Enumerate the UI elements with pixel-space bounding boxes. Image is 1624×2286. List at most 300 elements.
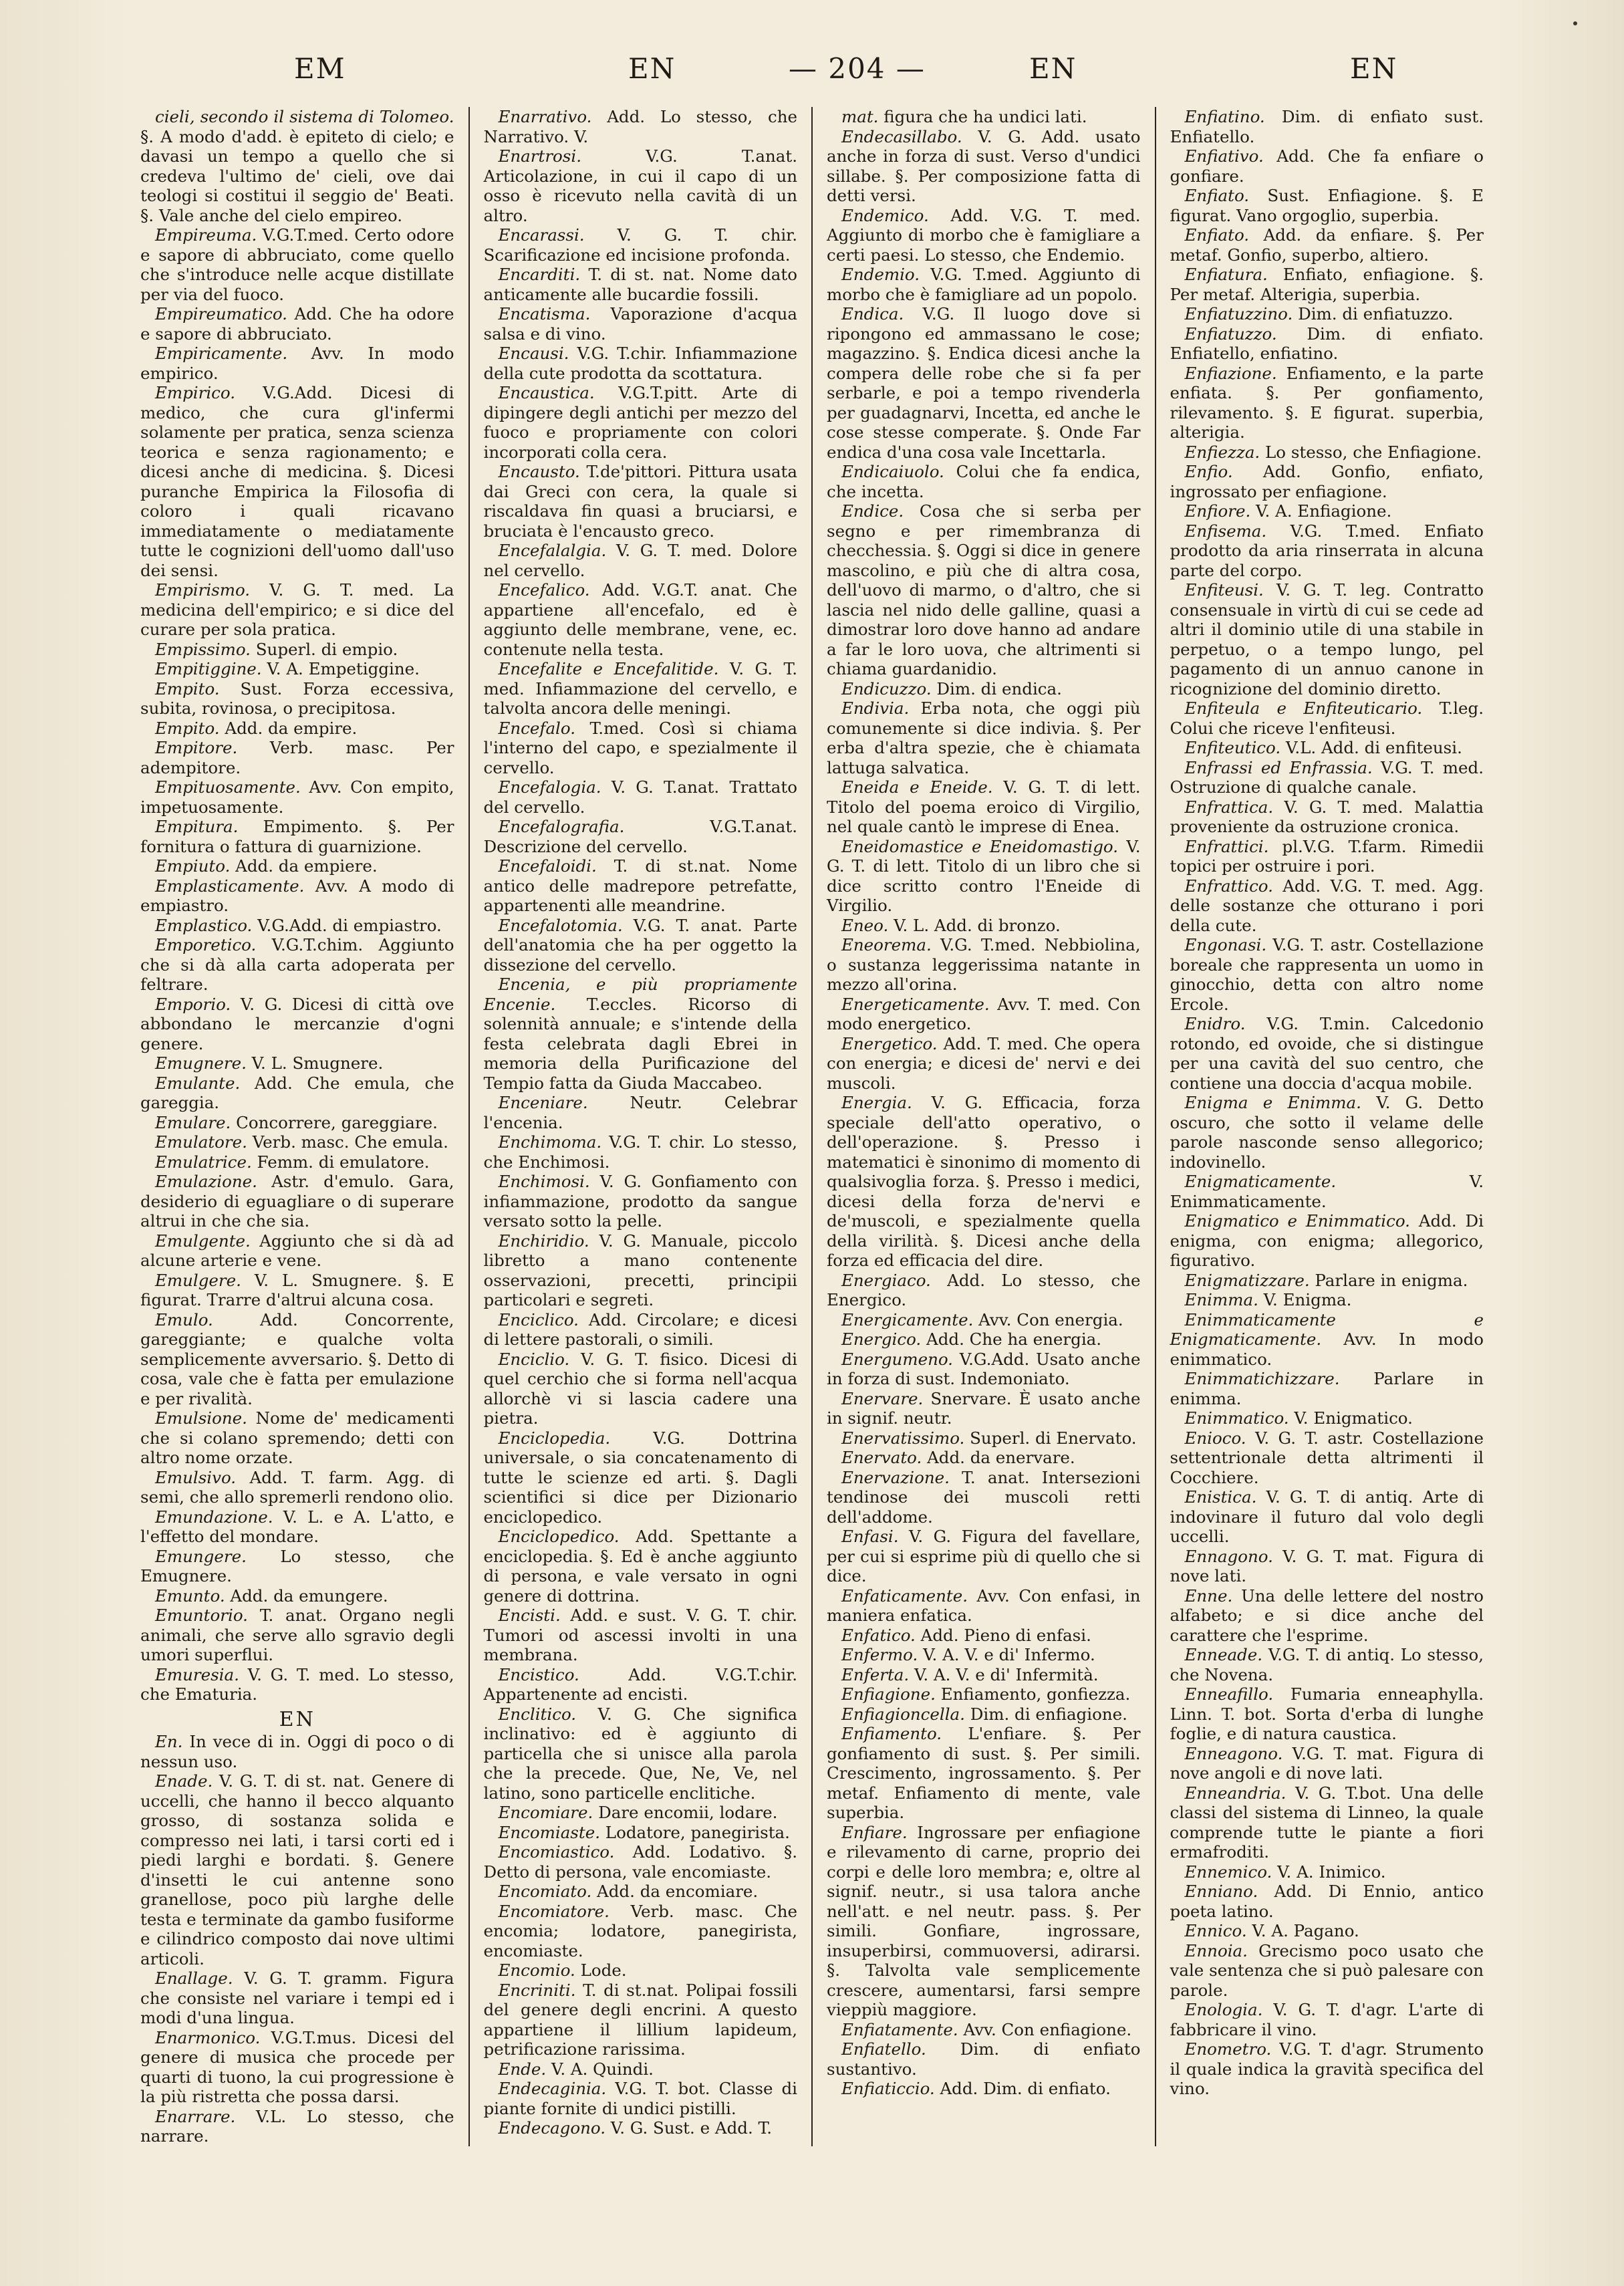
headword: Enidro. (1184, 1014, 1246, 1033)
dictionary-entry: Endica. V.G. Il luogo dove si ripongono ed ammassano le cose; magazzino. §. Endica dicesi anche la compera delle robe che si fa per serbarle, e poi a tempo rivenderla per guadagnarvi, Incetta, ed anche le cose stesse comperate. §. Onde Far endica d'una cosa vale Incettarla. (827, 304, 1141, 462)
header-right-guide: EN (1350, 52, 1398, 85)
headword: Encausi. (498, 344, 569, 363)
dictionary-entry: Energiaco. Add. Lo stesso, che Energico. (827, 1270, 1141, 1309)
dictionary-entry: cieli, secondo il sistema di Tolomeo. §. A modo d'add. è epiteto di cielo; e davasi un tempo a quello che si credeva l'ultimo de' cieli, ove dai teologi si costitui il seggio de' Beati. §. Vale anche del cielo empireo. (140, 107, 454, 225)
dictionary-entry: Endecagono. V. G. Sust. e Add. T. (498, 2118, 773, 2138)
headword: Empituosamente. (155, 777, 301, 797)
dictionary-entry: Emulsione. Nome de' medicamenti che si colano spremendo; detti con altro nome orzate. (140, 1408, 454, 1467)
dictionary-entry: Enioco. V. G. T. astr. Costellazione settentrionale detta altrimenti il Cocchiere. (1170, 1428, 1484, 1487)
headword: Enervato. (841, 1448, 922, 1467)
ink-speck (1573, 21, 1577, 25)
dictionary-entry: Endicuzzo. Dim. di endica. (841, 678, 1062, 698)
headword: Emulante. (155, 1073, 241, 1093)
dictionary-entry: Empito. Sust. Forza eccessiva, subita, rovinosa, o precipitosa. (140, 678, 454, 718)
dictionary-entry: Enfiativo. Add. Che fa enfiare o gonfiare. (1170, 146, 1484, 186)
dictionary-entry: Energicamente. Avv. Con energia. (841, 1309, 1123, 1329)
headword: Empito. (155, 678, 220, 698)
dictionary-entry: Enfiatuzzino. Dim. di enfiatuzzo. (1184, 304, 1454, 324)
headword: Endicaiuolo. (841, 462, 944, 481)
headword: Emporetico. (155, 935, 257, 955)
headword: Emulazione. (155, 1172, 257, 1191)
dictionary-entry: Emulante. Add. Che emula, che gareggia. (140, 1073, 454, 1112)
dictionary-entry: Emunto. Add. da emungere. (155, 1585, 388, 1606)
headword: Energetico. (841, 1033, 938, 1053)
dictionary-entry: Endicaiuolo. Colui che fa endica, che incetta. (827, 462, 1141, 501)
headword: Enfermo. (841, 1645, 918, 1664)
dictionary-entry: Energumeno. V.G.Add. Usato anche in forza di sust. Indemoniato. (827, 1349, 1141, 1388)
dictionary-entry: Enfasi. V. G. Figura del favellare, per cui si esprime più di quello che si dice. (827, 1527, 1141, 1585)
headword: Enarrativo. (498, 107, 592, 126)
dictionary-entry: Enervare. Snervare. È usato anche in signif. neutr. (827, 1388, 1141, 1428)
headword: Enfisema. (1184, 521, 1267, 541)
headword: Enne. (1184, 1585, 1233, 1606)
headword: Endica. (841, 304, 904, 324)
dictionary-entry: Empirico. V.G.Add. Dicesi di medico, che cura gl'infermi solamente per pratica, senza scienza teorica e senza ragionamento; e dicesi anche di medicina. §. Dicesi puranche Empirica la Filosofia di coloro i quali ricavano immediatamente o mediatamente tutte le cognizioni dell'uomo dall'uso dei sensi. (140, 383, 454, 580)
headword: Emulatore. (155, 1132, 247, 1152)
headword: En. (155, 1732, 183, 1751)
headword: Endivia. (841, 698, 910, 718)
headword: Enallage. (155, 1968, 233, 1988)
headword: Enferta. (841, 1664, 910, 1684)
headword: Emulgente. (155, 1231, 251, 1251)
headword: Empireuma. (155, 225, 257, 245)
dictionary-entry: Emulazione. Astr. d'emulo. Gara, desiderio di eguagliare o di superare altrui in che che sia. (140, 1172, 454, 1231)
headword: Encatisma. (498, 304, 591, 324)
headword: Encomiastico. (498, 1842, 615, 1862)
dictionary-entry: Encomio. Lode. (498, 1960, 627, 1980)
dictionary-entry: Encefaloidi. T. di st.nat. Nome antico delle madrepore petrefatte, appartenenti alle meandrine. (483, 856, 797, 915)
dictionary-entry: Emplastico. V.G.Add. di empiastro. (155, 915, 442, 935)
headword: Enometro. (1184, 2039, 1272, 2059)
dictionary-entry: Engonasi. V.G. T. astr. Costellazione boreale che rappresenta un uomo in ginocchio, detta con altro nome Ercole. (1170, 935, 1484, 1014)
headword: Enfiatino. (1184, 107, 1265, 126)
headword: Encefalalgia. (498, 541, 607, 560)
headword: Enervazione. (841, 1467, 950, 1487)
dictionary-entry: Encomiare. Dare encomii, lodare. (498, 1803, 778, 1822)
page-header (120, 52, 1504, 99)
headword: Encarditi. (498, 265, 581, 284)
dictionary-entry: Endemico. Add. V.G. T. med. Aggiunto di morbo che è famigliare a certi paesi. Lo stesso, che Endemio. (827, 205, 1141, 265)
dictionary-entry: Enfaticamente. Avv. Con enfasi, in maniera enfatica. (827, 1585, 1141, 1625)
headword: Endecasillabo. (841, 126, 962, 146)
headword: Encomiare. (498, 1803, 593, 1822)
headword: Emunto. (155, 1585, 225, 1606)
dictionary-entry: Enade. V. G. T. di st. nat. Genere di uccelli, che hanno il becco alquanto grosso, di sostanza solida e compresso nei lati, i tarsi corti ed i piedi larghi e bordati. §. Genere d'insetti le cui antenne sono granellose, poco più larghe delle testa e terminate da gambo fusiforme e cilindrico composto dai nove ultimi articoli. (140, 1771, 454, 1968)
headword: Encistico. (498, 1664, 579, 1684)
dictionary-entry: Enfiteusi. V. G. T. leg. Contratto consensuale in virtù di cui se cede ad altri il dominio utile di una stabile in perpetuo, o a tempo lungo, pel pagamento di un annuo canone in ricognizione del dominio diretto. (1170, 580, 1484, 698)
dictionary-entry: Enfiatino. Dim. di enfiato sust. Enfiatello. (1170, 107, 1484, 146)
headword: Emplastico. (155, 915, 253, 935)
dictionary-entry: Endecaginia. V.G. T. bot. Classe di piante fornite di undici pistilli. (483, 2079, 797, 2118)
header-mid-right-guide: EN (1029, 52, 1077, 85)
headword: Enciclio. (498, 1349, 570, 1369)
headword: Empito. (155, 718, 220, 738)
dictionary-entry: Encomiastico. Add. Lodativo. §. Detto di persona, vale encomiaste. (483, 1842, 797, 1882)
dictionary-entry: Encefalo. T.med. Così si chiama l'interno del capo, e spezialmente il cervello. (483, 718, 797, 777)
headword: Eneidomastice e Eneidomastigo. (841, 836, 1119, 856)
headword: Energico. (841, 1329, 922, 1349)
headword: Enfiteutico. (1184, 738, 1281, 757)
dictionary-entry: Enigmatizzare. Parlare in enigma. (1184, 1270, 1468, 1290)
headword: Encomiato. (498, 1882, 592, 1901)
dictionary-entry: Enfiteula e Enfiteuticario. T.leg. Colui che riceve l'enfiteusi. (1170, 698, 1484, 738)
headword: Enimmatichizzare. (1184, 1369, 1340, 1388)
headword: Encaustica. (498, 383, 595, 402)
dictionary-entry: En. In vece di in. Oggi di poco o di nessun uso. (140, 1732, 454, 1771)
headword: Empirico. (155, 383, 236, 402)
headword: Emulo. (155, 1309, 213, 1329)
dictionary-entry: Enfermo. V. A. V. e di' Infermo. (841, 1645, 1095, 1664)
dictionary-entry: Energia. V. G. Efficacia, forza speciale dell'atto operativo, o dell'operazione. §. Presso i matematici è sinonimo di momento di qualsivoglia forza. §. Presso i medici, dicesi della forza de'nervi e de'muscoli, e spezialmente quella della virilità. §. Dicesi anche della forza ed efficacia del dire. (827, 1093, 1141, 1270)
dictionary-entry: Emporetico. V.G.T.chim. Aggiunto che si dà alla carta adoperata per feltrare. (140, 935, 454, 994)
headword: Encausto. (498, 462, 580, 481)
dictionary-entry: Ende. V. A. Quindi. (498, 2059, 654, 2079)
headword: Endecagono. (498, 2118, 605, 2138)
dictionary-entry: Enarrativo. Add. Lo stesso, che Narrativo. V. (483, 107, 797, 146)
headword: Empiuto. (155, 856, 231, 876)
headword: Emungere. (155, 1546, 247, 1566)
column-4 (1164, 107, 1491, 2146)
headword: Enfiatuzzino. (1184, 304, 1293, 324)
headword: Empirismo. (155, 580, 251, 600)
headword: Enimma. (1184, 1290, 1258, 1309)
dictionary-entry: Enigmatico e Enimmatico. Add. Di enigma, con enigma; allegorico, figurativo. (1170, 1211, 1484, 1270)
dictionary-entry: Emugnere. V. L. Smugnere. (155, 1053, 384, 1073)
dictionary-entry: Emulatrice. Femm. di emulatore. (155, 1152, 430, 1172)
headword: Endice. (841, 501, 904, 521)
headword: Energeticamente. (841, 994, 990, 1014)
dictionary-entry: Enciclopedico. Add. Spettante a enciclopedia. §. Ed è anche aggiunto di persona, e vale versato in ogni genere di dottrina. (483, 1527, 797, 1606)
dictionary-entry: Enferta. V. A. V. e di' Infermità. (841, 1664, 1099, 1684)
dictionary-entry: Enistica. V. G. T. di antiq. Arte di indovinare il futuro dal volo degli uccelli. (1170, 1487, 1484, 1546)
dictionary-entry: Ennico. V. A. Pagano. (1184, 1921, 1359, 1940)
headword: Enfiatello. (841, 2039, 926, 2059)
headword: Eneida e Eneide. (841, 777, 993, 797)
headword: Enfio. (1184, 462, 1233, 481)
headword: Enarmonico. (155, 2027, 261, 2047)
dictionary-entry: Encarassi. V. G. T. chir. Scarificazione ed incisione profonda. (483, 225, 797, 265)
dictionary-entry: Empirismo. V. G. T. med. La medicina dell'empirico; e si dice del curare per sola pratica. (140, 580, 454, 639)
headword: Enneandria. (1184, 1783, 1287, 1803)
dictionary-entry: Ennemico. V. A. Inimico. (1184, 1862, 1386, 1882)
headword: Energia. (841, 1093, 912, 1112)
dictionary-entry: Empireumatico. Add. Che ha odore e sapore di abbruciato. (140, 304, 454, 344)
headword: Enervatissimo. (841, 1428, 965, 1448)
dictionary-entry: Enfiamento. L'enfiare. §. Per gonfiamento di sust. §. Per simili. Crescimento, ingrossamento. §. Per metaf. Enfiamento di mente, vale superbia. (827, 1724, 1141, 1822)
headword: Emporio. (155, 994, 231, 1014)
dictionary-entry: Enfiazione. Enfiamento, e la parte enfiata. §. Per gonfiamento, rilevamento. §. E figurat. superbia, alterigia. (1170, 363, 1484, 442)
headword: Endecaginia. (498, 2079, 607, 2098)
dictionary-entry: Enchiridio. V. G. Manuale, piccolo libretto a mano contenente osservazioni, precetti, principii particolari e segreti. (483, 1231, 797, 1309)
headword: Enneagono. (1184, 1743, 1283, 1763)
dictionary-entry: Enciclio. V. G. T. fisico. Dicesi di quel cerchio che si forma nell'acqua allorchè vi si lascia cadere una pietra. (483, 1349, 797, 1428)
headword: Empiricamente. (155, 344, 288, 363)
dictionary-entry: Enimmaticamente e Enigmaticamente. Avv. In modo enimmatico. (1170, 1309, 1484, 1369)
dictionary-entry: Emungere. Lo stesso, che Emugnere. (140, 1546, 454, 1585)
dictionary-entry: Empitiggine. V. A. Empetiggine. (155, 659, 420, 678)
dictionary-entry: Encomiatore. Verb. masc. Che encomia; lodatore, panegirista, encomiaste. (483, 1901, 797, 1960)
dictionary-entry: Enfiatamente. Avv. Con enfiagione. (841, 2019, 1132, 2039)
dictionary-entry: Encatisma. Vaporazione d'acqua salsa e di vino. (483, 304, 797, 344)
dictionary-entry: Enfrassi ed Enfrassia. V.G. T. med. Ostruzione di qualche canale. (1170, 757, 1484, 797)
headword: Ennoia. (1184, 1940, 1248, 1960)
dictionary-entry: Emulatore. Verb. masc. Che emula. (155, 1132, 448, 1152)
headword: Enade. (155, 1771, 213, 1791)
headword: Enciclopedico. (498, 1527, 620, 1546)
headword: Enimmatico. (1184, 1408, 1289, 1428)
dictionary-entry: Encomiato. Add. da encomiare. (498, 1882, 759, 1901)
headword: Enfasi. (841, 1527, 899, 1546)
headword: Endicuzzo. (841, 678, 932, 698)
headword: Enceniare. (498, 1093, 588, 1112)
headword: Enfiagione. (841, 1684, 936, 1704)
dictionary-entry: Ennoia. Grecismo poco usato che vale sentenza che si può palesare con parole. (1170, 1940, 1484, 2000)
dictionary-entry: Eneo. V. L. Add. di bronzo. (841, 915, 1061, 935)
dictionary-entry: Enfiatello. Dim. di enfiato sustantivo. (827, 2039, 1141, 2079)
headword: Emundazione. (155, 1507, 273, 1527)
headword: Enfatico. (841, 1625, 916, 1645)
headword: Enioco. (1184, 1428, 1246, 1448)
dictionary-entry: Enometro. V.G. T. d'agr. Strumento il quale indica la gravità specifica del vino. (1170, 2039, 1484, 2098)
headword: Ende. (498, 2059, 547, 2079)
dictionary-entry: Encefalotomia. V.G. T. anat. Parte dell'anatomia che ha per oggetto la dissezione del cervello. (483, 915, 797, 975)
column-1 (134, 107, 461, 2146)
headword: Endemio. (841, 265, 920, 284)
dictionary-entry: Encefalalgia. V. G. T. med. Dolore nel cervello. (483, 541, 797, 580)
dictionary-entry: Encefalogia. V. G. T.anat. Trattato del cervello. (483, 777, 797, 817)
headword: Enchiridio. (498, 1231, 589, 1251)
headword: Encefalico. (498, 580, 590, 600)
dictionary-entry: Encenia, e più propriamente Encenie. T.eccles. Ricorso di solennità annuale; e s'intende della festa celebrata dagli Ebrei in memoria della Purificazione del Tempio fatta da Giuda Maccabeo. (483, 975, 797, 1093)
dictionary-entry: Enfiteutico. V.L. Add. di enfiteusi. (1184, 738, 1462, 757)
dictionary-entry: Encausto. T.de'pittori. Pittura usata dai Greci con cera, la quale si riscaldava fin quasi a bruciarsi, e bruciata è l'encausto greco. (483, 462, 797, 541)
header-mid-guide: EN (628, 52, 676, 85)
dictionary-entry: Enfiagioncella. Dim. di enfiagione. (841, 1704, 1127, 1724)
dictionary-entry: Enarmonico. V.G.T.mus. Dicesi del genere di musica che procede per quarti di tuono, la cui progressione è la più ristretta che possa darsi. (140, 2027, 454, 2106)
dictionary-entry: Enervatissimo. Superl. di Enervato. (841, 1428, 1137, 1448)
dictionary-entry: Enfiore. V. A. Enfiagione. (1184, 501, 1392, 521)
dictionary-entry: Enciclopedia. V.G. Dottrina universale, o sia concatenamento di tutte le scienze ed arti. §. Dagli scientifici si dice per Dizionario enciclopedico. (483, 1428, 797, 1527)
headword: Enfiore. (1184, 501, 1251, 521)
headword: Enchimoma. (498, 1132, 602, 1152)
headword: Enfiatuzzo. (1184, 324, 1277, 344)
dictionary-entry: Encomiaste. Lodatore, panegirista. (498, 1822, 790, 1842)
headword: Emulgere. (155, 1270, 241, 1290)
headword: Enigmaticamente. (1184, 1172, 1337, 1191)
dictionary-entry: Ennagono. V. G. T. mat. Figura di nove lati. (1170, 1546, 1484, 1585)
dictionary-entry: Endemio. V.G. T.med. Aggiunto di morbo che è famigliare ad un popolo. (827, 265, 1141, 304)
headword: Enfiatamente. (841, 2019, 958, 2039)
dictionary-entry: Enceniare. Neutr. Celebrar l'encenia. (483, 1093, 797, 1132)
headword: Emplasticamente. (155, 876, 305, 896)
headword: Encisti. (498, 1606, 561, 1625)
headword: Ennagono. (1184, 1546, 1273, 1566)
headword: Enarrare. (155, 2106, 236, 2126)
dictionary-entry: Enervazione. T. anat. Intersezioni tendinose dei muscoli retti dell'addome. (827, 1467, 1141, 1527)
headword: Emuresia. (155, 1664, 239, 1684)
headword: Enclitico. (498, 1704, 577, 1724)
headword: Encomiaste. (498, 1822, 601, 1842)
headword: Empitura. (155, 817, 239, 836)
dictionary-entry: Endivia. Erba nota, che oggi più comunemente si dice indivia. §. Per erba d'altra spezie, che è chiamata lattuga salvatica. (827, 698, 1141, 777)
dictionary-entry: Enfrattica. V. G. T. med. Malattia proveniente da ostruzione cronica. (1170, 797, 1484, 836)
text-columns (134, 107, 1490, 2146)
dictionary-entry: Enfatico. Add. Pieno di enfasi. (841, 1625, 1091, 1645)
headword: Emuntorio. (155, 1606, 248, 1625)
headword: Empissimo. (155, 639, 251, 659)
dictionary-entry: Enfiezza. Lo stesso, che Enfiagione. (1184, 442, 1482, 462)
dictionary-entry: Emuntorio. T. anat. Organo negli animali, che serve allo sgravio degli umori superflui. (140, 1606, 454, 1664)
headword: Encarassi. (498, 225, 585, 245)
dictionary-entry: Emundazione. V. L. e A. L'atto, e l'effetto del mondare. (140, 1507, 454, 1546)
headword: Encefalo. (498, 718, 576, 738)
dictionary-entry: Enneade. V.G. T. di antiq. Lo stesso, che Novena. (1170, 1645, 1484, 1684)
header-left-guide: EM (294, 52, 346, 85)
headword: Encefalite e Encefalitide. (498, 659, 719, 678)
dictionary-entry: Encausi. V.G. T.chir. Infiammazione della cute prodotta da scottatura. (483, 344, 797, 383)
dictionary-entry: Enciclico. Add. Circolare; e dicesi di lettere pastorali, o simili. (483, 1309, 797, 1349)
dictionary-entry: Enfiaticcio. Add. Dim. di enfiato. (841, 2079, 1111, 2098)
dictionary-entry: Empireuma. V.G.T.med. Certo odore e sapore di abbruciato, come quello che s'introduce nelle acque distillate per via del fuoco. (140, 225, 454, 304)
dictionary-entry: Enigma e Enimma. V. G. Detto oscuro, che sotto il velame delle parole nasconde senso allegorico; indovinello. (1170, 1093, 1484, 1172)
headword: Emulare. (155, 1112, 231, 1132)
dictionary-entry: Enallage. V. G. T. gramm. Figura che consiste nel variare i tempi ed i modi d'una lingua. (140, 1968, 454, 2027)
dictionary-entry: Energetico. Add. T. med. Che opera con energia; e dicesi de' nervi e dei muscoli. (827, 1033, 1141, 1093)
headword: Encefaloidi. (498, 856, 597, 876)
dictionary-entry: Encisti. Add. e sust. V. G. T. chir. Tumori od ascessi involti in una membrana. (483, 1606, 797, 1664)
dictionary-entry: Empiricamente. Avv. In modo empirico. (140, 344, 454, 383)
dictionary-entry: Encefalite e Encefalitide. V. G. T. med. Infiammazione del cervello, e talvolta ancora delle meningi. (483, 659, 798, 718)
dictionary-entry: Emulgere. V. L. Smugnere. §. E figurat. Trarre d'altrui alcuna cosa. (140, 1270, 454, 1309)
headword: Enfiaticcio. (841, 2079, 935, 2098)
headword: Endemico. (841, 205, 929, 225)
dictionary-entry: Enfiatuzzo. Dim. di enfiato. Enfiatello, enfiatino. (1170, 324, 1484, 363)
headword: Enfiazione. (1184, 363, 1277, 383)
headword: Enfiteula e Enfiteuticario. (1184, 698, 1423, 718)
headword: Enfrattica. (1184, 797, 1274, 817)
headword: Enneade. (1184, 1645, 1263, 1664)
headword: Encefalografia. (498, 817, 625, 836)
section-heading: EN (279, 1707, 315, 1731)
dictionary-entry: Enchimosi. V. G. Gonfiamento con infiammazione, prodotto da sangue versato sotto la pelle. (483, 1172, 797, 1231)
headword: Empitore. (155, 738, 238, 757)
headword: Encefalogia. (498, 777, 601, 797)
headword: Encomio. (498, 1960, 575, 1980)
dictionary-entry: Enartrosi. V.G. T.anat. Articolazione, in cui il capo di un osso è ricevuto nella cavità di un altro. (483, 146, 797, 225)
headword: Enfiteusi. (1184, 580, 1264, 600)
dictionary-entry: Emporio. V. G. Dicesi di città ove abbondano le mercanzie d'ogni genere. (140, 994, 454, 1053)
dictionary-entry: Enervato. Add. da enervare. (841, 1448, 1075, 1467)
headword: Enfiato. (1184, 186, 1250, 205)
column-3 (820, 107, 1147, 2146)
dictionary-entry: Emuresia. V. G. T. med. Lo stesso, che Ematuria. (140, 1664, 454, 1704)
headword: Empireumatico. (155, 304, 287, 324)
dictionary-entry: Encefalografia. V.G.T.anat. Descrizione del cervello. (483, 817, 797, 856)
headword: Enigma e Enimma. (1184, 1093, 1361, 1112)
headword: Emulsivo. (155, 1467, 237, 1487)
dictionary-entry: Enclitico. V. G. Che significa inclinativo: ed è aggiunto di particella che si unisce alla parola che la precede. Que, Ne, Ve, nel latino, sono particelle enclitiche. (483, 1704, 797, 1803)
headword: Enistica. (1184, 1487, 1257, 1507)
headword: Enfiativo. (1184, 146, 1264, 166)
dictionary-entry: Enniano. Add. Di Ennio, antico poeta latino. (1170, 1882, 1484, 1921)
headword: Enimmaticamente e Enigmaticamente. (1170, 1309, 1484, 1349)
headword: Emulatrice. (155, 1152, 252, 1172)
headword: Enigmatizzare. (1184, 1270, 1310, 1290)
headword: mat. (841, 107, 879, 126)
dictionary-entry: Enneafillo. Fumaria enneaphylla. Linn. T. bot. Sorta d'erba di lunghe foglie, e di natura caustica. (1170, 1684, 1484, 1743)
dictionary-entry: Encefalico. Add. V.G.T. anat. Che appartiene all'encefalo, ed è aggiunto delle membrane, vene, ec. contenute nella testa. (483, 580, 797, 659)
dictionary-entry: Enigmaticamente. V. Enimmaticamente. (1170, 1172, 1484, 1211)
dictionary-entry: Emulgente. Aggiunto che si dà ad alcune arterie e vene. (140, 1231, 454, 1270)
headword: Enciclico. (498, 1309, 579, 1329)
dictionary-entry: Encriniti. T. di st.nat. Polipai fossili del genere degli encrini. A questo appartiene il lillium lapideum, petrificazione rarissima. (483, 1980, 797, 2059)
dictionary-entry: Emulsivo. Add. T. farm. Agg. di semi, che allo spremerli rendono olio. (140, 1467, 454, 1507)
headword: Energumeno. (841, 1349, 953, 1369)
dictionary-entry: Enne. Una delle lettere del nostro alfabeto; e si dice anche del carattere che l'esprime. (1170, 1585, 1484, 1645)
headword: Enfrattici. (1184, 836, 1269, 856)
dictionary-entry: Enfio. Add. Gonfio, enfiato, ingrossato per enfiagione. (1170, 462, 1484, 501)
dictionary-entry: Enfiato. Add. da enfiare. §. Per metaf. Gonfio, superbo, altiero. (1170, 225, 1484, 265)
dictionary-entry: Empituosamente. Avv. Con empito, impetuosamente. (140, 777, 454, 817)
dictionary-entry: Empitura. Empimento. §. Per fornitura o fattura di guarnizione. (140, 817, 454, 856)
dictionary-entry: Enfrattici. pl.V.G. T.farm. Rimedii topici per ostruire i pori. (1170, 836, 1484, 876)
column-2 (477, 107, 805, 2146)
dictionary-entry: Energeticamente. Avv. T. med. Con modo energetico. (827, 994, 1141, 1033)
headword: Eneo. (841, 915, 889, 935)
dictionary-entry: Enfiatura. Enfiato, enfiagione. §. Per metaf. Alterigia, superbia. (1170, 265, 1484, 304)
dictionary-entry: Empiuto. Add. da empiere. (155, 856, 378, 876)
dictionary-entry: Eneidomastice e Eneidomastigo. V. G. T. di lett. Titolo di un libro che si dice scritto contro l'Eneide di Virgilio. (827, 836, 1141, 915)
headword: Enfiatura. (1184, 265, 1268, 284)
dictionary-entry: Empitore. Verb. masc. Per adempitore. (140, 738, 454, 777)
headword: Enchimosi. (498, 1172, 590, 1191)
headword: Enfiamento. (841, 1724, 942, 1743)
headword: Enartrosi. (498, 146, 581, 166)
headword: Empitiggine. (155, 659, 262, 678)
dictionary-entry: Enfiare. Ingrossare per enfiagione e rilevamento di carne, proprio dei corpi e delle loro membra; e, oltre al signif. neutr., si usa talora anche nell'att. e nel neutr. pass. §. Per simili. Gonfiare, ingrossare, insuperbirsi, commuoversi, adirarsi. §. Talvolta vale semplicemente crescere, aumentarsi, farsi sempre vieppiù maggiore. (827, 1822, 1141, 2019)
headword: cieli, secondo il sistema di Tolomeo. (155, 107, 454, 126)
dictionary-entry: Enfisema. V.G. T.med. Enfiato prodotto da aria rinserrata in alcuna parte del corpo. (1170, 521, 1484, 580)
dictionary-entry: Eneida e Eneide. V. G. T. di lett. Titolo del poema eroico di Virgilio, nel quale cantò le imprese di Enea. (827, 777, 1141, 836)
headword: Enfiare. (841, 1822, 908, 1842)
dictionary-entry: Endice. Cosa che si serba per segno e per rimembranza di checchessia. §. Oggi si dice in genere mascolino, e più che di altra cosa, dell'uovo di marmo, o d'altro, che si lascia nel nido delle galline, quasi a dimostrar loro dove hanno ad andare a far le loro uova, che altrimenti si chiama guardanidio. (827, 501, 1141, 678)
dictionary-entry: Emulare. Concorrere, gareggiare. (155, 1112, 438, 1132)
dictionary-entry: Enimma. V. Enigma. (1184, 1290, 1352, 1309)
headword: Enologia. (1184, 2000, 1263, 2019)
headword: Energicamente. (841, 1309, 974, 1329)
dictionary-entry: Enarrare. V.L. Lo stesso, che narrare. (140, 2106, 454, 2146)
headword: Enervare. (841, 1388, 924, 1408)
headword: Emugnere. (155, 1053, 247, 1073)
headword: Ennemico. (1184, 1862, 1272, 1882)
dictionary-entry: Empissimo. Superl. di empio. (155, 639, 398, 659)
dictionary-entry: Enfiato. Sust. Enfiagione. §. E figurat. Vano orgoglio, superbia. (1170, 186, 1484, 225)
headword: Enneafillo. (1184, 1684, 1274, 1704)
dictionary-entry: Encistico. Add. V.G.T.chir. Appartenente ad encisti. (483, 1664, 797, 1704)
dictionary-entry: Enfrattico. Add. V.G. T. med. Agg. delle sostanze che otturano i pori della cute. (1170, 876, 1484, 935)
headword: Energiaco. (841, 1270, 931, 1290)
headword: Enfiagioncella. (841, 1704, 965, 1724)
dictionary-entry: Eneorema. V.G. T.med. Nebbiolina, o sustanza leggerissima natante in mezzo all'orina. (827, 935, 1141, 994)
dictionary-entry: Enidro. V.G. T.min. Calcedonio rotondo, ed ovoide, che si distingue per una cavità del suo centro, che contiene una doccia d'acqua mobile. (1170, 1014, 1484, 1093)
dictionary-entry: Enneagono. V.G. T. mat. Figura di nove angoli e di nove lati. (1170, 1743, 1484, 1783)
dictionary-entry: Energico. Add. Che ha energia. (841, 1329, 1102, 1349)
headword: Engonasi. (1184, 935, 1267, 955)
dictionary-entry: Emulo. Add. Concorrente, gareggiante; e qualche volta semplicemente avversario. §. Detto di cosa, vale che è fatta per emulazione e per rivalità. (140, 1309, 454, 1408)
dictionary-entry: Enchimoma. V.G. T. chir. Lo stesso, che Enchimosi. (483, 1132, 797, 1172)
dictionary-entry: Emplasticamente. Avv. A modo di empiastro. (140, 876, 454, 915)
dictionary-entry: Empito. Add. da empire. (155, 718, 358, 738)
